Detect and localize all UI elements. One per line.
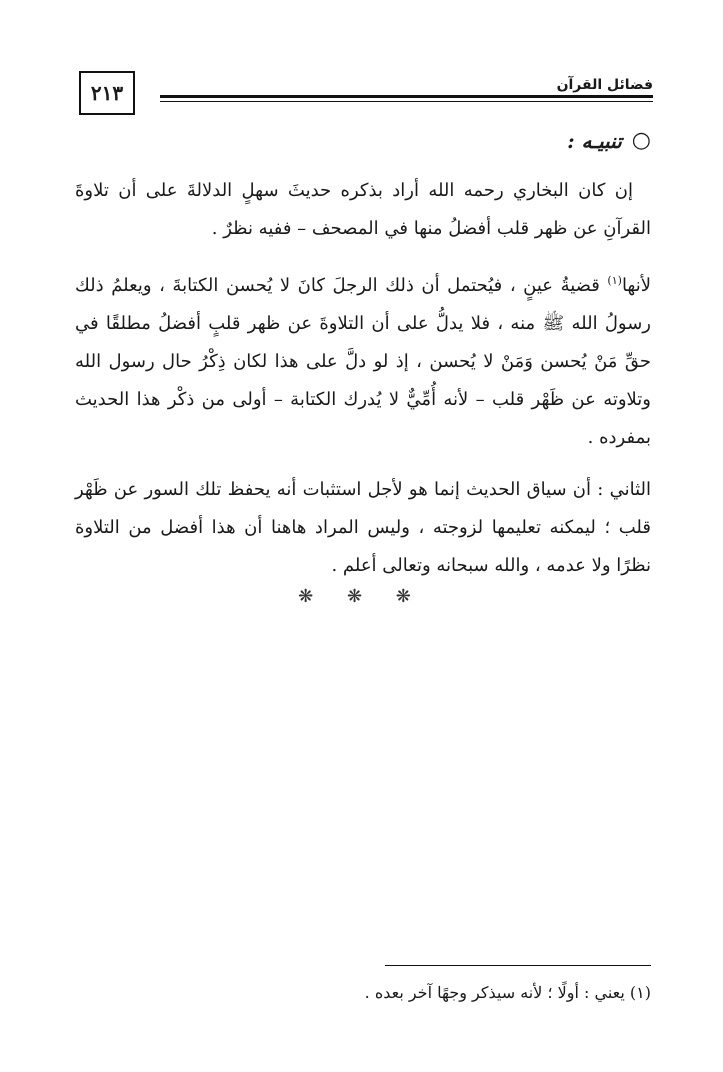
page-number-text: ٢١٣ — [90, 81, 124, 105]
section-separator-stars: ❋ ❋ ❋ — [298, 586, 425, 607]
section-heading — [567, 128, 651, 153]
page-number — [79, 71, 135, 115]
circle-bullet-icon: ○ — [631, 128, 651, 153]
body-text — [75, 172, 651, 599]
paragraph-2-rest: قضيةُ عينٍ ، فيُحتمل أن ذلك الرجلَ كانَ لا يُحسن الكتابةَ ، ويعلمُ ذلك رسولُ الله ﷺ منه ، فلا يدلُّ على أن التلاوةَ عن ظهر قلبٍ أفضلُ مطلقًا في حقِّ مَنْ يُحسن وَمَنْ لا يُحسن ، إذ لو دلَّ على هذا لكان ذِكْرُ حال رسول الله وتلاوته عن ظَهْر قلب – لأنه أُمِّيٌّ لا يُدرك الكتابة – أولى من ذكْر هذا الحديث بمفرده . — [75, 275, 651, 448]
footnote-reference: (١) — [607, 274, 622, 287]
running-header-title: فضائل القرآن — [556, 77, 653, 93]
paragraph-2-start: لأنها — [621, 275, 651, 296]
paragraph-3: الثاني : أن سياق الحديث إنما هو لأجل استثبات أنه يحفظ تلك السور عن ظَهْر قلب ؛ ليمكنه تعليمها لزوجته ، وليس المراد هاهنا أن هذا أفضل من التلاوة نظرًا ولا عدمه ، والله سبحانه وتعالى أعلم . — [75, 479, 651, 576]
paragraph-2 — [75, 262, 651, 457]
footnote: (١) يعني : أولًا ؛ لأنه سيذكر وجهًا آخر بعده . — [364, 983, 651, 1002]
header-rule-thick — [160, 95, 653, 98]
header-rule-thin — [160, 101, 653, 102]
heading-label: تنبيـه : — [567, 128, 622, 153]
footnote-divider — [385, 965, 651, 966]
paragraph-1: إن كان البخاري رحمه الله أراد بذكره حديثَ سهلٍ الدلالةَ على أن تلاوةَ القرآنِ عن ظهر قلب أفضلُ منها في المصحف – ففيه نظرٌ . — [75, 180, 651, 239]
